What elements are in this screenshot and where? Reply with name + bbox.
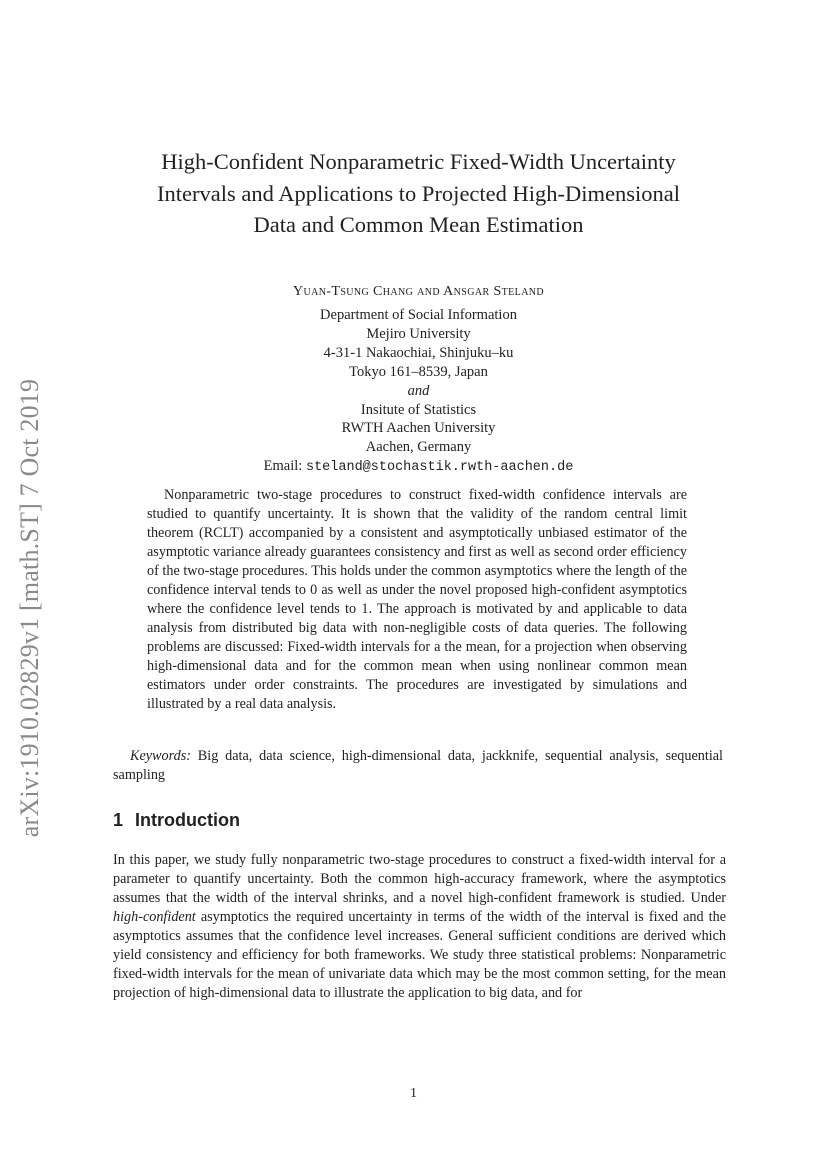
paper-title: High-Confident Nonparametric Fixed-Width Uncertainty Intervals and Applications to Projected High-Dimensional Data and Common Mean Estimation [156, 149, 680, 237]
intro-text-1: In this paper, we study fully nonparametric two-stage procedures to construct a fixed-width interval for a parameter to quantify uncertainty. Both the common high-accuracy framework, where the asymptotics assumes that the width of the interval shrinks, and a novel high-confident framework is studied. Under [113, 852, 726, 906]
affiliation-and: and [407, 382, 430, 399]
email-label: Email: [263, 458, 303, 475]
author-list: Yuan-Tsung Chang and Ansgar Steland [292, 284, 545, 299]
intro-emphasis: high-confident [113, 909, 196, 925]
section-title: Introduction [135, 810, 240, 830]
section-heading-introduction [113, 810, 240, 831]
intro-text-2: asymptotics the required uncertainty in terms of the width of the interval is fixed and the asymptotics assumes that the confidence level increases. General sufficient conditions are derived which yield consistency and efficiency for both frameworks. We study three statistical problems: Nonparametric fixed-width intervals for the mean of univariate data which may be the most common setting, for the mean projection of high-dimensional data to illustrate the application to big data, and for [113, 909, 726, 1001]
email-address[interactable]: steland@stochastik.rwth-aachen.de [305, 460, 574, 476]
affiliation-city: Aachen, Germany [365, 439, 472, 456]
page-number: 1 [410, 1086, 417, 1101]
affiliation-univ-2: RWTH Aachen University [341, 420, 496, 437]
arxiv-sidebar [10, 358, 50, 858]
affiliation-dept: Department of Social Information [320, 307, 517, 323]
section-number: 1 [113, 810, 124, 830]
affiliation-address-2: Tokyo 161–8539, Japan [349, 363, 488, 380]
abstract: Nonparametric two-stage procedures to construct fixed-width confidence intervals are studied to quantify uncertainty. It is shown that the validity of the random central limit theorem (RCLT) accompanied by a consistent and asymptotically unbiased estimator of the asymptotic variance already guarantees consistency and first as well as second order efficiency of the two-stage procedures. This holds under the common asymptotics where the length of the confidence interval tends to 0 as well as under the novel proposed high-confident asymptotics where the confidence level tends to 1. The approach is motivated by and applicable to data analysis from distributed big data with non-negligible costs of data queries. The following problems are discussed: Fixed-width intervals for a the mean, for a projection when observing high-dimensional data and for the common mean when using nonlinear common mean estimators under order constraints. The procedures are investigated by simulations and illustrated by a real data analysis. [147, 487, 687, 712]
keywords [113, 747, 723, 785]
email-line [150, 457, 687, 478]
affiliation-univ-1: Mejiro University [366, 325, 471, 342]
affiliation-address-1: 4-31-1 Nakaochiai, Shinjuku–ku [323, 344, 514, 361]
arxiv-identifier: arXiv:1910.02829v1 [math.ST] 7 Oct 2019 [15, 378, 45, 838]
affiliation-institute: Insitute of Statistics [360, 401, 477, 418]
keywords-label: Keywords: [130, 748, 191, 764]
intro-paragraph [113, 851, 726, 1003]
affiliation-block [150, 306, 687, 478]
keywords-text: Big data, data science, high-dimensional data, jackknife, sequential analysis, sequential sampling [113, 748, 723, 783]
